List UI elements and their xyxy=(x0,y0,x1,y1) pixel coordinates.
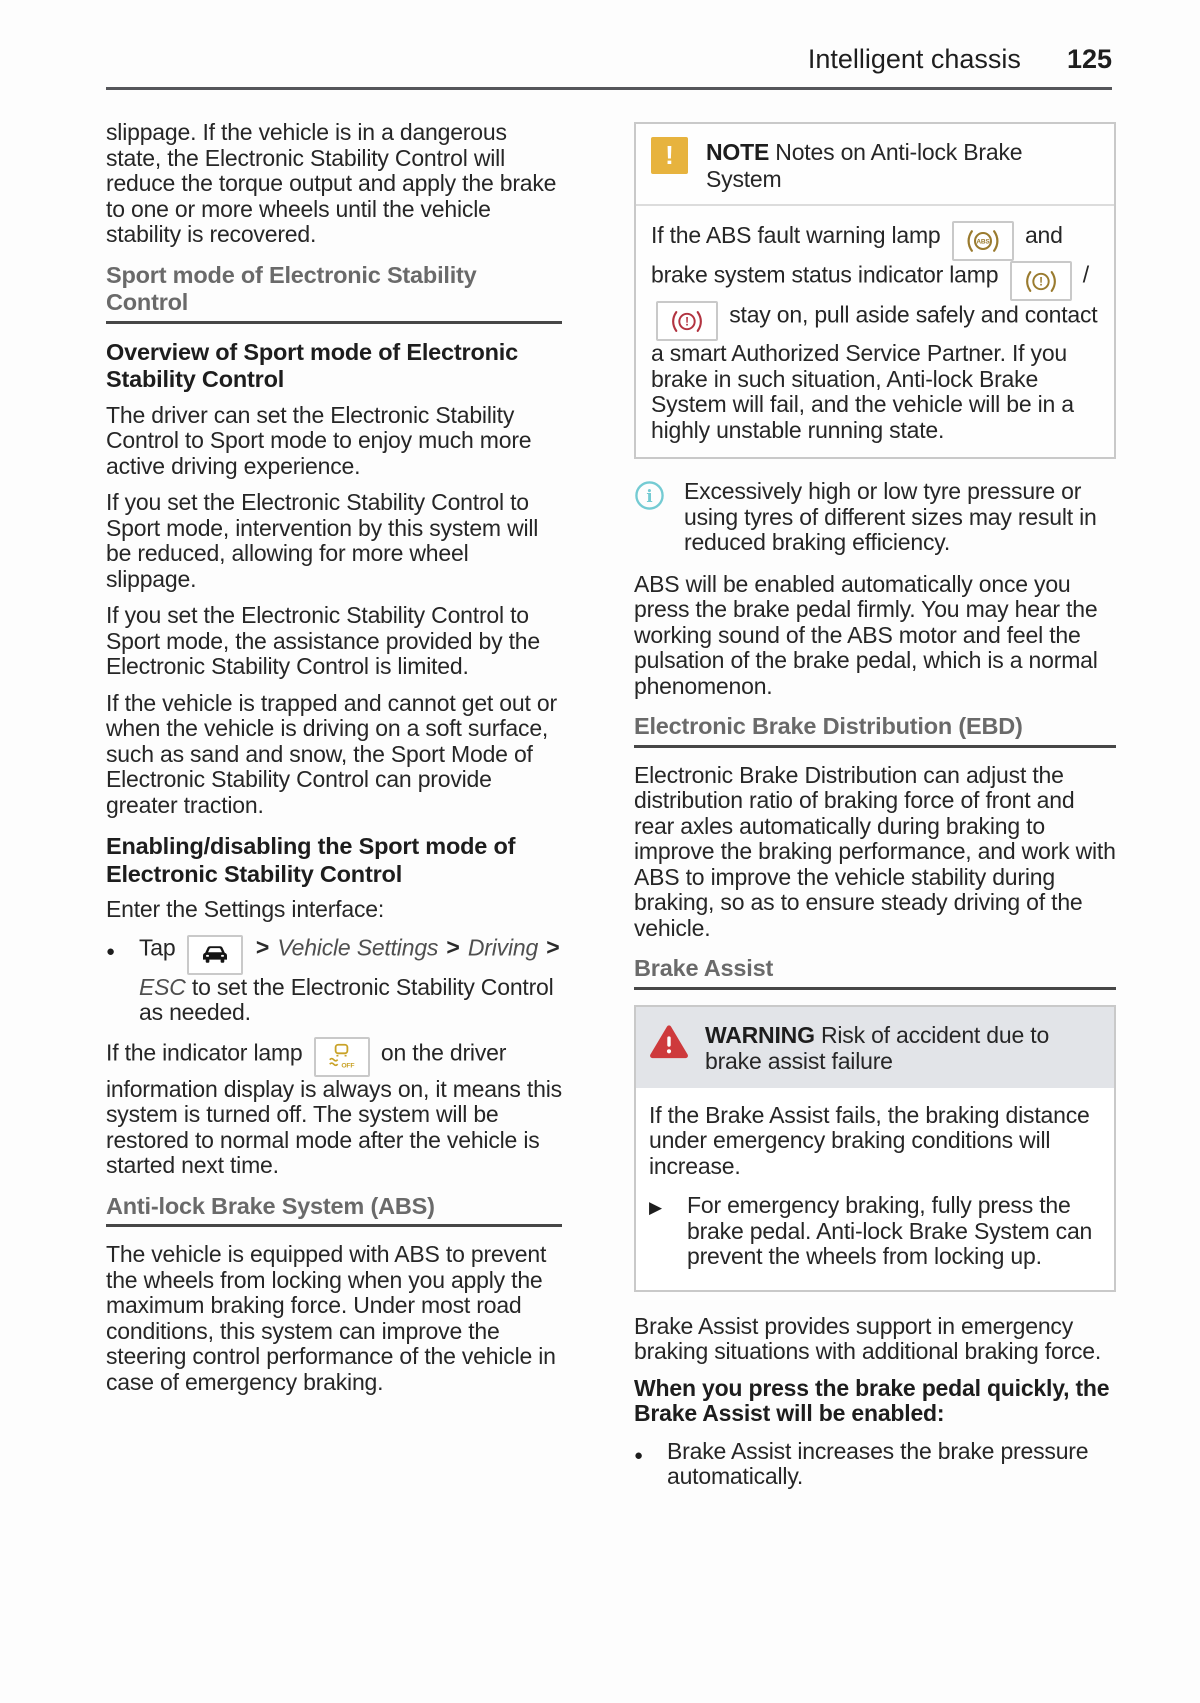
paragraph-esc-intro: slippage. If the vehicle is in a dangerous state, the Electronic Stability Control will reduce the torque output and apply the brake to one or more wheels until the vehicle stability is recovered. xyxy=(106,119,557,247)
section-rule xyxy=(106,321,562,324)
warning-title-text: Risk of accident due to brake assist failure xyxy=(705,1021,1050,1074)
section-heading-sport-mode: Sport mode of Electronic Stability Control xyxy=(106,261,477,315)
menu-item-vehicle-settings: Vehicle Settings xyxy=(277,934,439,960)
arrow-bullet-icon: ▶ xyxy=(649,1198,662,1217)
tap-text-post: to set the Electronic Stability Control as needed. xyxy=(139,973,554,1025)
subheading-enabling-sport-mode: Enabling/disabling the Sport mode of Electronic Stability Control xyxy=(106,833,516,887)
paragraph-sport-1: The driver can set the Electronic Stability Control to Sport mode to enjoy much more active driving experience. xyxy=(106,401,532,479)
warning-triangle-icon xyxy=(649,1022,689,1075)
left-column xyxy=(106,120,562,1501)
info-note-text: Excessively high or low tyre pressure or using tyres of different sizes may result in reduced braking efficiency. xyxy=(684,478,1097,555)
paragraph-brake-assist-when: When you press the brake pedal quickly, the Brake Assist will be enabled: xyxy=(634,1374,1110,1426)
warning-box-body xyxy=(636,1088,1114,1290)
note-title-text: Notes on Anti-lock Brake System xyxy=(706,139,1023,192)
note-label: NOTE xyxy=(706,139,770,165)
warning-label: WARNING xyxy=(705,1021,815,1048)
note-box xyxy=(634,122,1116,459)
warning-title xyxy=(705,1022,1101,1075)
paragraph-sport-3: If you set the Electronic Stability Control to Sport mode, the assistance provided by the Electronic Stability Control is limited. xyxy=(106,602,540,679)
note-body-post: stay on, pull aside safely and contact a smart Authorized Service Partner. If you brake in such situation, Anti-lock Brake System will fail, and the vehicle will be in a highly unstable running state. xyxy=(651,301,1098,443)
menu-item-driving: Driving xyxy=(467,934,539,960)
page-content xyxy=(106,119,1116,1501)
header-rule xyxy=(106,87,1112,90)
right-column xyxy=(634,120,1116,1501)
warning-box xyxy=(634,1005,1116,1292)
tap-instruction xyxy=(139,935,562,1026)
paragraph-sport-4: If the vehicle is trapped and cannot get out or when the vehicle is driving on a soft surface, such as sand and snow, the Sport Mode of Electronic Stability Control can provide greater traction. xyxy=(106,689,557,818)
section-heading-brake-assist: Brake Assist xyxy=(634,955,774,981)
paragraph-brake-assist-support: Brake Assist provides support in emergency braking situations with additional braking force. xyxy=(634,1312,1102,1364)
note-title xyxy=(706,137,1099,193)
paragraph-esc-indicator xyxy=(106,1037,562,1179)
car-settings-icon xyxy=(187,935,243,975)
abs-lamp-glyph xyxy=(965,228,1001,254)
header-section-title: Intelligent chassis xyxy=(807,44,1021,74)
note-body xyxy=(636,206,1114,457)
paragraph-abs-enabled: ABS will be enabled automatically once you press the brake pedal firmly. You may hear the working sound of the ABS motor and feel the pulsation of the brake pedal, which is a normal phenomenon. xyxy=(634,570,1098,699)
brake-warning-lamp-amber-icon xyxy=(1010,261,1072,301)
chevron-separator: > xyxy=(546,934,560,960)
brake-lamp-red-glyph xyxy=(670,309,704,334)
brake-lamp-amber-glyph xyxy=(1024,269,1058,294)
svg-text:OFF: OFF xyxy=(341,1062,355,1070)
subheading-overview-sport-mode: Overview of Sport mode of Electronic Stability Control xyxy=(106,338,518,392)
svg-text:ABS: ABS xyxy=(976,238,990,246)
section-heading-abs: Anti-lock Brake System (ABS) xyxy=(106,1192,435,1219)
chevron-separator: > xyxy=(255,934,270,960)
note-body-pre: If the ABS fault warning lamp xyxy=(651,222,941,248)
paragraph-abs-overview: The vehicle is equipped with ABS to prevent the wheels from locking when you apply the maximum braking force. Under most road conditions, this system can improve the steering control performance of the vehicle in case of emergency braking. xyxy=(106,1241,556,1395)
brake-assist-bullet-text: Brake Assist increases the brake pressure automatically. xyxy=(667,1437,1089,1489)
info-icon xyxy=(634,479,665,556)
bullet-dot-icon: ● xyxy=(106,942,115,960)
svg-text:i: i xyxy=(646,486,653,506)
section-rule xyxy=(634,987,1116,990)
indicator-text-post: on the driver information display is always on, it means this system is turned off. The system will be restored to normal mode after the vehicle is started next time. xyxy=(106,1039,562,1178)
warning-box-header xyxy=(636,1007,1114,1088)
svg-text:!: ! xyxy=(685,315,689,329)
tap-text-pre: Tap xyxy=(139,934,176,960)
warning-action-item xyxy=(649,1193,1101,1270)
abs-warning-lamp-icon xyxy=(952,221,1014,261)
note-body-mid: and brake system status indicator lamp xyxy=(651,222,1063,288)
svg-text:!: ! xyxy=(1038,275,1043,289)
note-exclamation-icon: ! xyxy=(651,137,688,174)
chevron-separator: > xyxy=(446,934,460,960)
car-icon xyxy=(200,943,230,966)
esc-off-indicator-icon xyxy=(314,1037,370,1077)
header-page-number: 125 xyxy=(1066,44,1112,74)
section-heading-ebd: Electronic Brake Distribution (EBD) xyxy=(634,713,1023,739)
bullet-dot-icon: ● xyxy=(634,1446,643,1464)
list-item-brake-assist xyxy=(634,1439,1116,1490)
page-header xyxy=(106,44,1112,75)
lamp-slash: / xyxy=(1082,261,1089,288)
warning-body-text: If the Brake Assist fails, the braking distance under emergency braking conditions will increase. xyxy=(649,1101,1090,1179)
esc-off-lamp xyxy=(326,1042,357,1071)
section-rule xyxy=(106,1224,562,1227)
paragraph-sport-2: If you set the Electronic Stability Control to Sport mode, intervention by this system will be reduced, allowing for more wheel slippage. xyxy=(106,489,539,592)
brake-warning-lamp-red-icon xyxy=(656,301,718,341)
menu-item-esc: ESC xyxy=(139,973,186,1000)
note-box-header xyxy=(636,124,1114,206)
warning-action-text: For emergency braking, fully press the brake pedal. Anti-lock Brake System can prevent the wheels from locking up. xyxy=(687,1192,1093,1269)
paragraph-enter-settings: Enter the Settings interface: xyxy=(106,896,385,922)
section-rule xyxy=(634,745,1116,748)
indicator-text-pre: If the indicator lamp xyxy=(106,1039,303,1065)
info-note xyxy=(634,479,1116,556)
list-item-tap-esc xyxy=(106,935,562,1026)
paragraph-ebd: Electronic Brake Distribution can adjust the distribution ratio of braking force of front and rear axles automatically during braking to improve the braking performance, and work with ABS to improve the vehicle stability during braking, so as to ensure steady driving of the vehicle. xyxy=(634,761,1116,941)
